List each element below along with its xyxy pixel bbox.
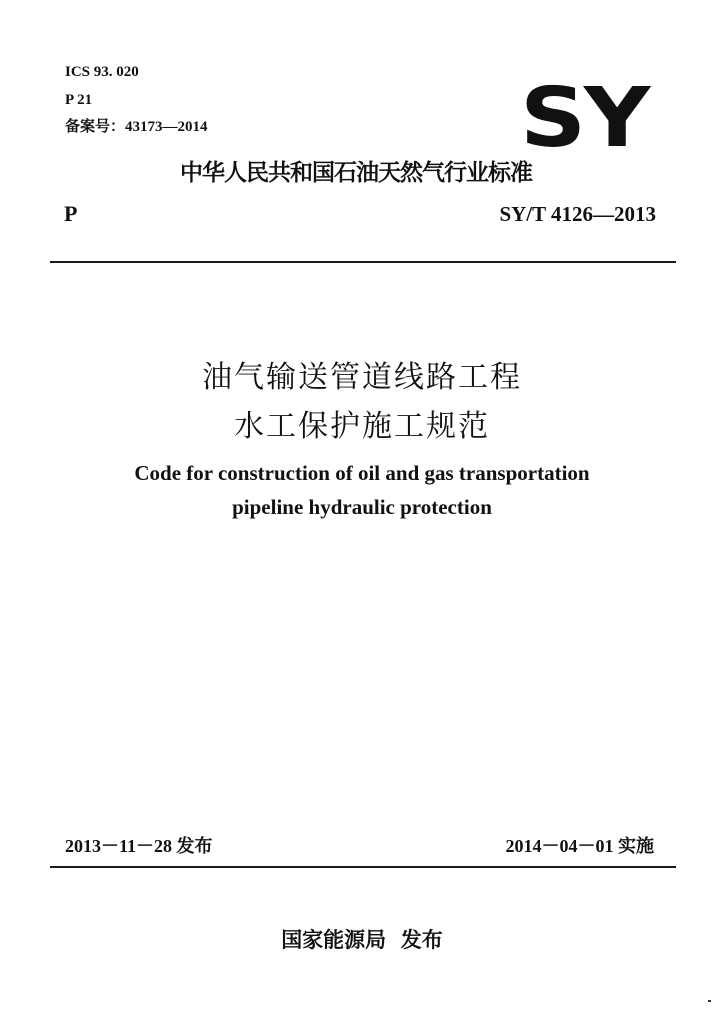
- scan-speck: [708, 1000, 711, 1002]
- issue-date: 2013－11－28 发布: [65, 836, 213, 856]
- standard-category: 中华人民共和国石油天然气行业标准: [180, 160, 532, 186]
- title-english-line-2: pipeline hydraulic protection: [232, 495, 492, 519]
- standard-number: SY/T 4126—2013: [499, 202, 656, 226]
- bottom-divider: [50, 866, 676, 868]
- publisher: 国家能源局 发布: [281, 928, 443, 952]
- title-chinese-line-1: 油气输送管道线路工程: [202, 360, 522, 395]
- title-english-line-1: Code for construction of oil and gas transportation: [134, 461, 590, 485]
- classification-letter: P: [64, 201, 78, 226]
- title-chinese-line-2: 水工保护施工规范: [234, 409, 490, 444]
- implementation-date: 2014－04－01 实施: [505, 836, 654, 856]
- top-divider: [50, 261, 676, 263]
- registration-number: 备案号：43173—2014: [65, 119, 208, 135]
- ics-code: ICS 93. 020: [65, 64, 139, 80]
- sy-logo: SY: [520, 71, 649, 166]
- ccs-code: P 21: [65, 92, 93, 108]
